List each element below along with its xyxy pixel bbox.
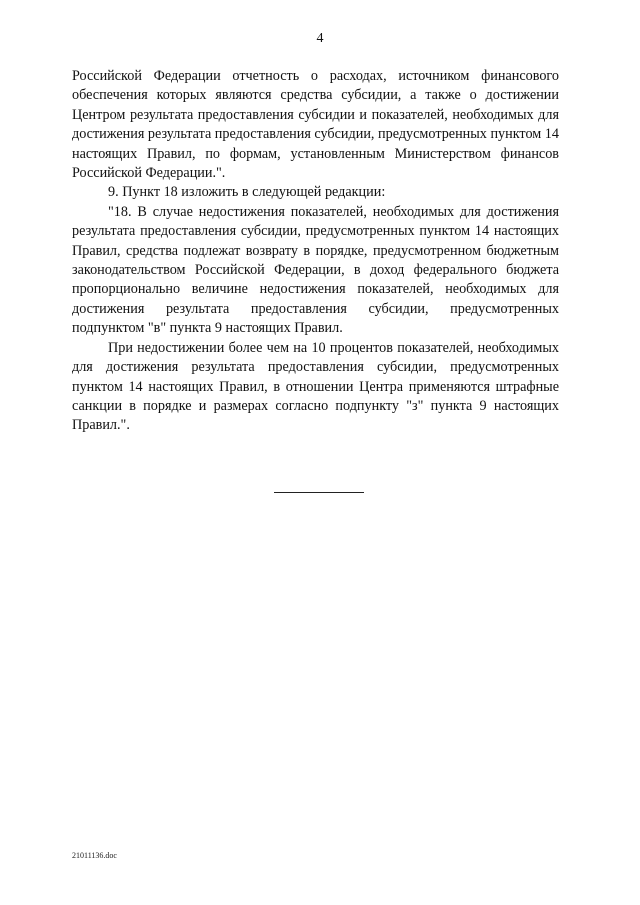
paragraph-penalty: При недостижении более чем на 10 процентов показателей, необходимых для достижения результата предоставления субсидии, предусмотренных пунктом 14 настоящих Правил, в отношении Центра применяются штрафные санкции в порядке и размерах согласно подпункту "з" пункта 9 настоящих Правил.". (72, 339, 559, 434)
paragraph-continuation: Российской Федерации отчетность о расходах, источником финансового обеспечения которых являются средства субсидии, а также о достижении Центром результата предоставления субсидии и показателей, необходимых для достижения результата предоставления субсидии, предусмотренных пунктом 14 настоящих Правил, по формам, установленным Министерством финансов Российской Федерации.". (72, 68, 559, 182)
end-separator-line (274, 492, 364, 493)
paragraph-item-9: 9. Пункт 18 изложить в следующей редакции: (108, 184, 386, 201)
document-body (72, 67, 559, 436)
paragraph-item-18: "18. В случае недостижения показателей, необходимых для достижения результата предоставления субсидии, предусмотренных пунктом 14 настоящих Правил, средства подлежат возврату в порядке, предусмотренном бюджетным законодательством Российской Федерации, в доход федерального бюджета пропорционально величине недостижения показателей, необходимых для достижения результата предоставления субсидии, предусмотренных подпунктом "в" пункта 9 настоящих Правил. (72, 203, 559, 337)
document-file-id: 21011136.doc (72, 851, 117, 860)
page-number: 4 (316, 31, 324, 46)
